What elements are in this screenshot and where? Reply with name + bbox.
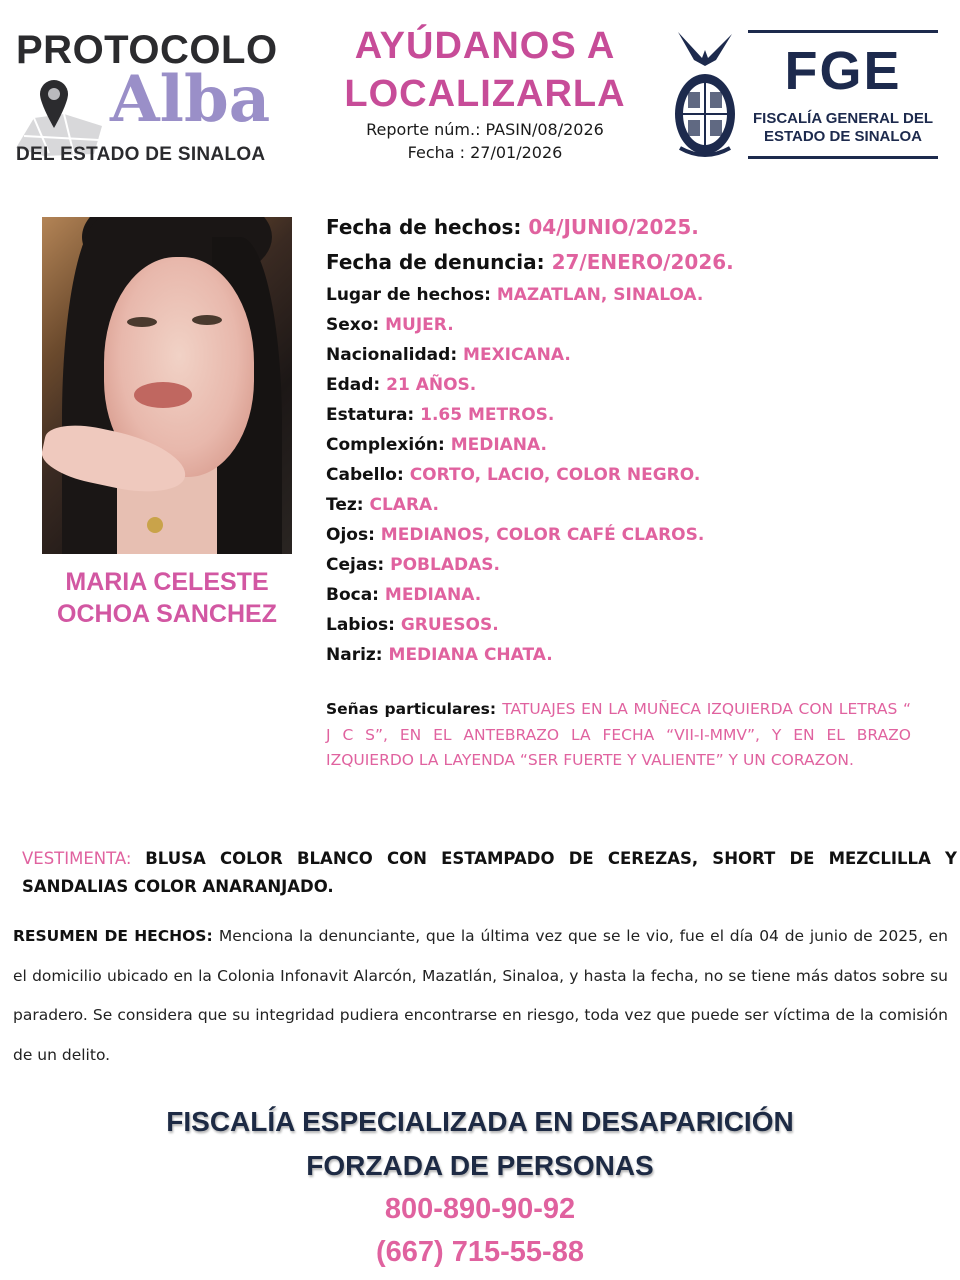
person-details [326,210,946,670]
poster-title-line2: LOCALIZARLA [344,73,626,115]
fge-acronym: FGE [784,41,902,101]
detail-labios: Labios: GRUESOS. [326,615,499,635]
fge-name-line1: FISCALÍA GENERAL DEL [752,110,933,127]
agency-name-line2: FORZADA DE PERSONAS [306,1150,654,1181]
missing-person-name [30,566,304,630]
fge-name [740,110,946,146]
phone-tollfree[interactable]: 800-890-90-92 [384,1193,576,1225]
resumen-value: Menciona la denunciante, que la última vez que se le vio, fue el día 04 de junio de 2025, en el domicilio ubicado en la Colonia Infonavit Alarcón, Mazatlán, Sinaloa, y hasta la fecha, no se tiene más datos sobre su paradero. Se considera que su integridad pudiera encontrarse en riesgo, toda vez que puede ser víctima de la comisión de un delito. [13,927,948,1064]
detail-edad: Edad: 21 AÑOS. [326,375,477,395]
detail-fecha-hechos: Fecha de hechos: 04/JUNIO/2025. [326,215,699,239]
report-date: Fecha : 27/01/2026 [407,143,563,162]
senas-label: Señas particulares: [326,700,503,718]
detail-lugar-hechos: Lugar de hechos: MAZATLAN, SINALOA. [326,285,704,305]
fge-name-line2: ESTADO DE SINALOA [763,128,923,145]
distinguishing-marks [326,697,911,774]
vestimenta-value: BLUSA COLOR BLANCO CON ESTAMPADO DE CEREZAS, SHORT DE MEZCLILLA Y SANDALIAS COLOR ANARANJADO. [22,849,957,896]
detail-estatura: Estatura: 1.65 METROS. [326,405,555,425]
protocolo-alba-logo [10,28,300,168]
poster-title-line1: AYÚDANOS A [354,25,616,67]
missing-person-photo [42,217,292,554]
phone-local[interactable]: (667) 715-55-88 [376,1236,584,1268]
fge-bottom-rule [748,156,938,159]
detail-tez: Tez: CLARA. [326,495,439,515]
detail-complexion: Complexión: MEDIANA. [326,435,547,455]
detail-cabello: Cabello: CORTO, LACIO, COLOR NEGRO. [326,465,701,485]
agency-name-line1: FISCALÍA ESPECIALIZADA EN DESAPARICIÓN [166,1106,794,1137]
detail-fecha-denuncia: Fecha de denuncia: 27/ENERO/2026. [326,250,734,274]
name-line1: MARIA CELESTE [65,568,269,596]
detail-boca: Boca: MEDIANA. [326,585,482,605]
senas-value: TATUAJES EN LA MUÑECA IZQUIERDA CON LETRAS “ J C S”, EN EL ANTEBRAZO LA FECHA “VII-I-MMV”, Y EN EL BRAZO IZQUIERDO LA LAYENDA “SER FUERTE Y VALIENTE” Y UN CORAZON. [326,700,911,769]
sinaloa-coat-of-arms-icon [672,28,738,160]
detail-cejas: Cejas: POBLADAS. [326,555,500,575]
detail-nacionalidad: Nacionalidad: MEXICANA. [326,345,571,365]
case-summary [13,917,948,1075]
resumen-label: RESUMEN DE HECHOS: [13,927,219,945]
detail-sexo: Sexo: MUJER. [326,315,454,335]
fge-top-rule [748,30,938,33]
detail-nariz: Nariz: MEDIANA CHATA. [326,645,553,665]
alba-logo-protocolo-text: PROTOCOLO [16,28,278,72]
alba-logo-estado-text: DEL ESTADO DE SINALOA [16,144,266,165]
detail-ojos: Ojos: MEDIANOS, COLOR CAFÉ CLAROS. [326,525,705,545]
name-line2: OCHOA SANCHEZ [57,600,277,628]
vestimenta-label: VESTIMENTA: [22,849,146,868]
fge-logo [668,26,948,166]
contact-footer [0,1100,960,1274]
report-number: Reporte núm.: PASIN/08/2026 [366,120,604,139]
poster-header [330,22,640,164]
alba-logo-word: Alba [110,62,271,137]
clothing-description [22,845,957,901]
